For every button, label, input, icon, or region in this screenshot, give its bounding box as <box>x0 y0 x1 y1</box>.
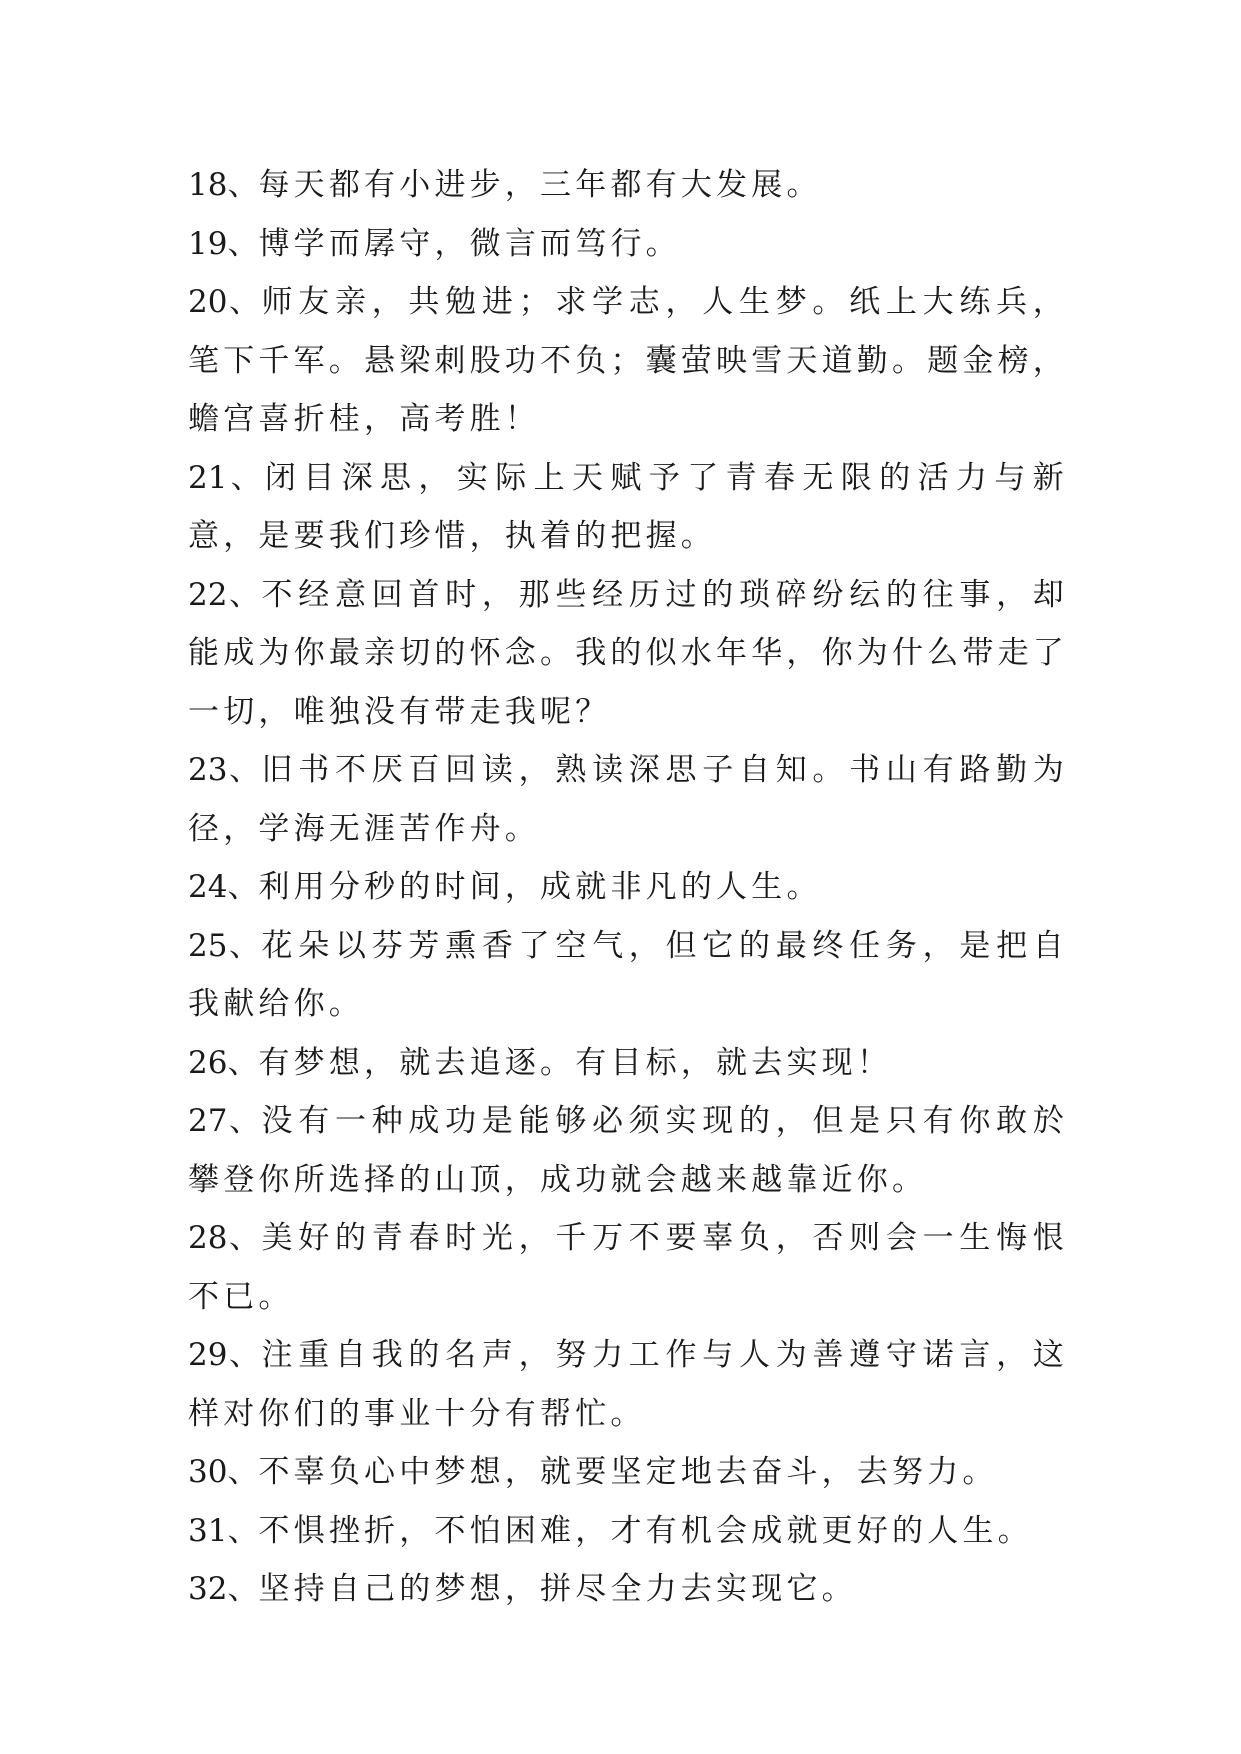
item-text: 美好的青春时光，千万不要辜负，否则会一生悔恨不已。 <box>188 1220 1068 1315</box>
item-number: 30、 <box>188 1454 259 1490</box>
item-number: 23、 <box>188 752 262 788</box>
item-number: 29、 <box>188 1337 262 1373</box>
item-text: 不惧挫折，不怕困难，才有机会成就更好的人生。 <box>258 1512 1033 1549</box>
item-number: 26、 <box>188 1044 259 1081</box>
item-text: 花朵以芬芳熏香了空气，但它的最终任务，是把自我献给你。 <box>188 927 1068 1022</box>
item-number: 21、 <box>188 459 265 496</box>
item-text: 博学而孱守，微言而笃行。 <box>258 225 681 262</box>
item-text: 师友亲，共勉进；求学志，人生梦。纸上大练兵，笔下千军。悬梁刺股功不负；囊萤映雪天道勤。题金榜，蟾宫喜折桂，高考胜！ <box>188 284 1068 437</box>
item-number: 27、 <box>188 1103 262 1139</box>
item-text: 每天都有小进步，三年都有大发展。 <box>258 167 822 203</box>
list-item <box>188 917 1068 1034</box>
list-item <box>188 566 1068 742</box>
item-text: 闭目深思，实际上天赋予了青春无限的活力与新意，是要我们珍惜，执着的把握。 <box>188 459 1068 554</box>
list-item <box>188 1502 1068 1561</box>
item-number: 24、 <box>188 869 259 905</box>
item-text: 没有一种成功是能够必须实现的，但是只有你敢於攀登你所选择的山顶，成功就会越来越靠近你。 <box>188 1103 1068 1198</box>
list-item <box>188 741 1068 858</box>
list-item <box>188 1092 1068 1209</box>
item-number: 18、 <box>188 167 259 203</box>
item-number: 20、 <box>188 284 262 320</box>
item-number: 25、 <box>188 927 262 964</box>
list-item <box>188 1326 1068 1443</box>
item-text: 不经意回首时，那些经历过的琐碎纷纭的往事，却能成为你最亲切的怀念。我的似水年华，你为什么带走了一切，唯独没有带走我呢？ <box>188 576 1068 730</box>
item-text: 利用分秒的时间，成就非凡的人生。 <box>258 869 822 905</box>
list-item <box>188 1034 1068 1093</box>
list-item <box>188 1443 1068 1502</box>
list-item <box>188 273 1068 449</box>
list-item <box>188 858 1068 917</box>
list-item <box>188 1209 1068 1326</box>
list-item <box>188 449 1068 566</box>
item-text: 有梦想，就去追逐。有目标，就去实现！ <box>258 1044 893 1081</box>
item-number: 22、 <box>188 576 262 613</box>
list-item <box>188 1560 1068 1619</box>
item-text: 旧书不厌百回读，熟读深思子自知。书山有路勤为径，学海无涯苦作舟。 <box>188 752 1068 847</box>
item-number: 19、 <box>188 225 259 262</box>
list-item <box>188 156 1068 215</box>
item-text: 不辜负心中梦想，就要坚定地去奋斗，去努力。 <box>258 1454 998 1490</box>
item-number: 32、 <box>188 1571 259 1607</box>
quote-list <box>188 156 1068 1619</box>
item-text: 注重自我的名声，努力工作与人为善遵守诺言，这样对你们的事业十分有帮忙。 <box>188 1337 1068 1432</box>
item-number: 31、 <box>188 1512 259 1549</box>
item-text: 坚持自己的梦想，拼尽全力去实现它。 <box>258 1571 857 1607</box>
item-number: 28、 <box>188 1220 262 1256</box>
list-item <box>188 215 1068 274</box>
